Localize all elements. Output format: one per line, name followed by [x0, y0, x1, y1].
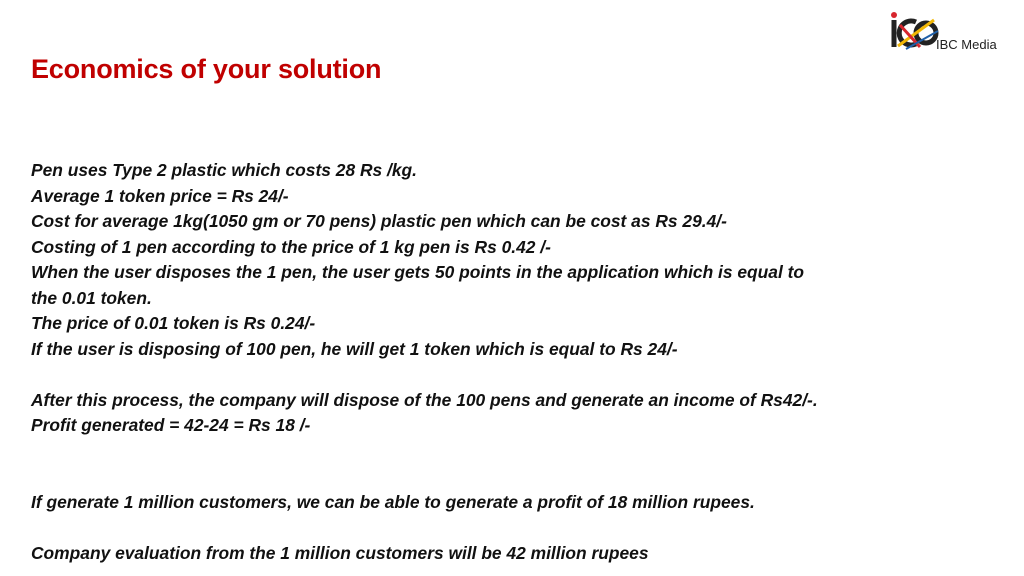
- blank-line: [31, 362, 931, 388]
- body-line: Costing of 1 pen according to the price of 1 kg pen is Rs 0.42 /-: [31, 236, 551, 257]
- logo-text: IBC Media: [936, 37, 997, 52]
- body-line: Cost for average 1kg(1050 gm or 70 pens) plastic pen which can be cost as Rs 29.4/-: [31, 211, 727, 231]
- ibc-logo-mark-icon: [886, 11, 942, 55]
- body-line: When the user disposes the 1 pen, the user gets 50 points in the application which is equal to: [31, 262, 805, 282]
- blank-line: [31, 464, 931, 490]
- body-line: Average 1 token price = Rs 24/-: [31, 185, 289, 206]
- slide-body: [31, 158, 931, 566]
- blank-line: [31, 515, 931, 541]
- body-line: The price of 0.01 token is Rs 0.24/-: [31, 313, 316, 333]
- body-line: Company evaluation from the 1 million customers will be 42 million rupees: [31, 542, 649, 563]
- body-line: Pen uses Type 2 plastic which costs 28 Rs /kg.: [31, 160, 417, 180]
- ibc-media-logo: [886, 11, 1006, 55]
- body-line: the 0.01 token.: [31, 287, 152, 308]
- body-line: If generate 1 million customers, we can be able to generate a profit of 18 million rupees.: [31, 491, 755, 512]
- slide-title: Economics of your solution: [31, 54, 382, 84]
- body-line: After this process, the company will dispose of the 100 pens and generate an income of Rs42/-.: [31, 389, 818, 410]
- body-line: Profit generated = 42-24 = Rs 18 /-: [31, 415, 311, 435]
- body-line: If the user is disposing of 100 pen, he will get 1 token which is equal to Rs 24/-: [31, 338, 678, 359]
- blank-line: [31, 439, 931, 465]
